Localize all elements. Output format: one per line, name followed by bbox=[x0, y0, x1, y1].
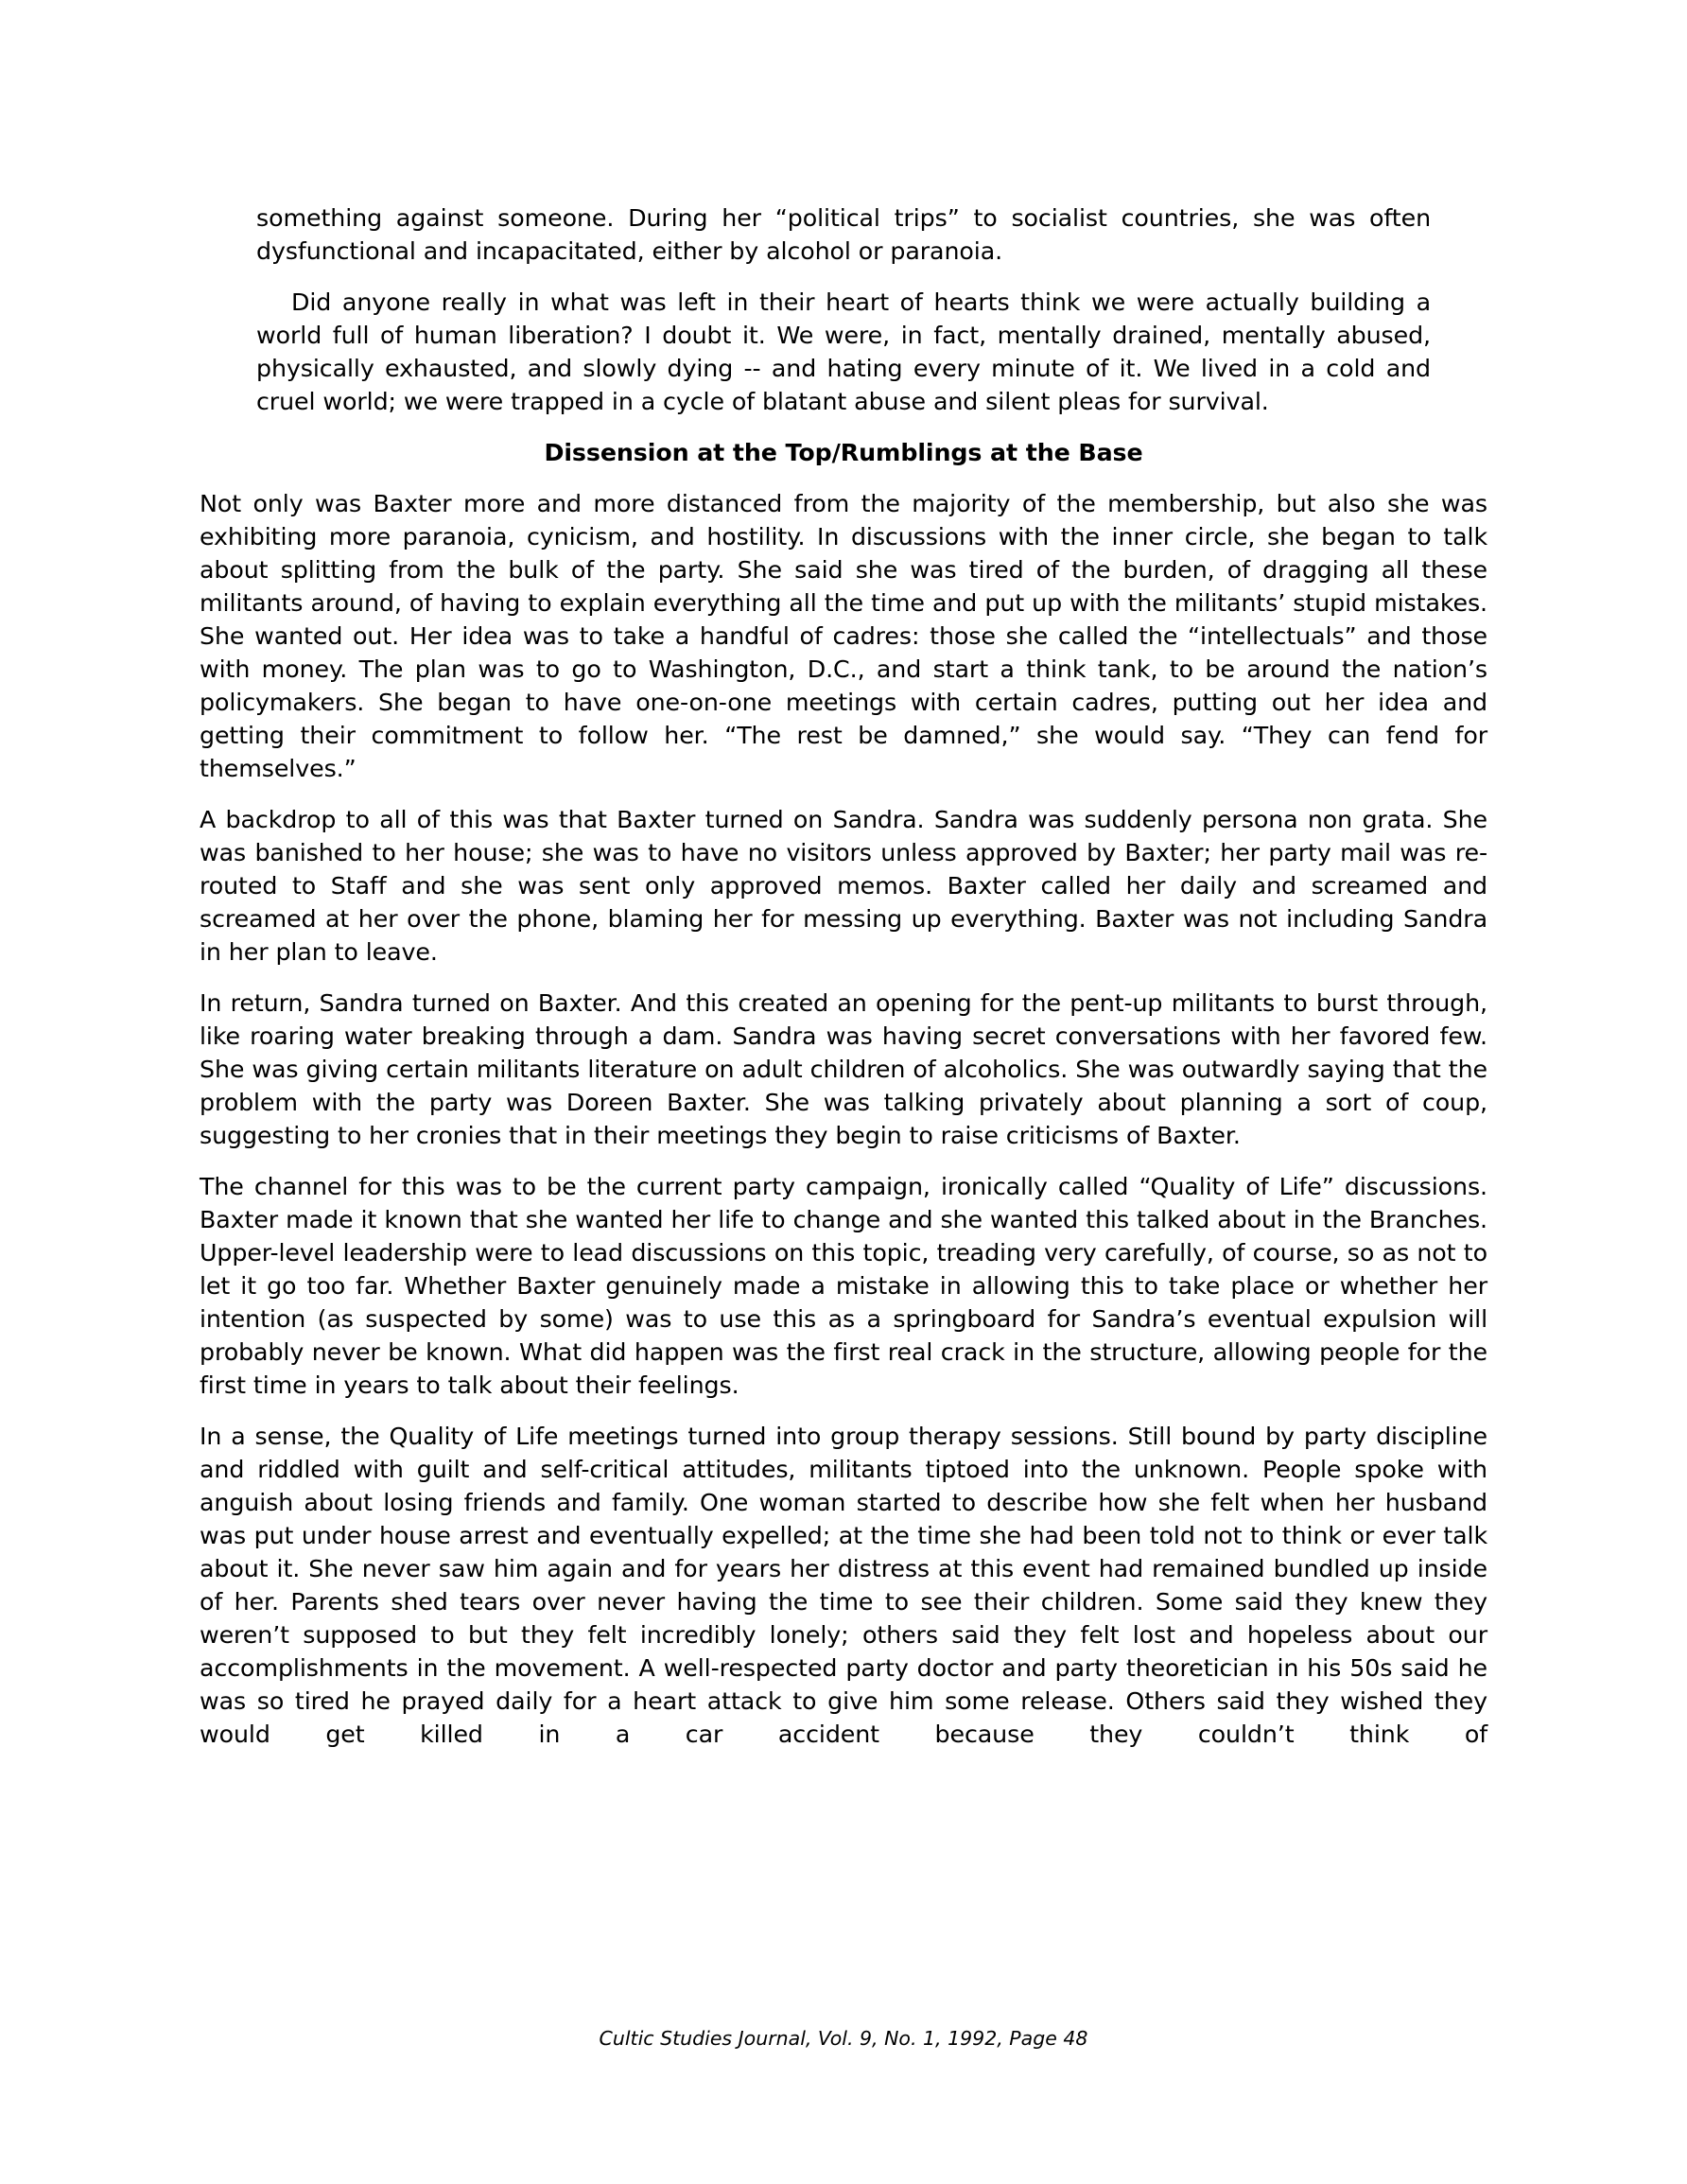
body-paragraph: In return, Sandra turned on Baxter. And this created an opening for the pent-up militants to burst through, like roaring water breaking through a dam. Sandra was having secret conversations with her favored few. She was giving certain militants literature on adult children of alcoholics. She was outwardly saying that the problem with the party was Doreen Baxter. She was talking privately about planning a sort of coup, suggesting to her cronies that in their meetings they begin to raise criticisms of Baxter. bbox=[200, 989, 1487, 1149]
article-body bbox=[200, 201, 1487, 1751]
body-paragraph: A backdrop to all of this was that Baxter turned on Sandra. Sandra was suddenly persona non grata. She was banished to her house; she was to have no visitors unless approved by Baxter; her party mail was re-routed to Staff and she was sent only approved memos. Baxter called her daily and screamed and screamed at her over the phone, blaming her for messing up everything. Baxter was not including Sandra in her plan to leave. bbox=[200, 806, 1487, 966]
body-paragraph-continued: In a sense, the Quality of Life meetings turned into group therapy sessions. Still bound by party discipline and riddled with guilt and self-critical attitudes, militants tiptoed into the unknown. People spoke with anguish about losing friends and family. One woman started to describe how she felt when her husband was put under house arrest and eventually expelled; at the time she had been told not to think or ever talk about it. She never saw him again and for years her distress at this event had remained bundled up inside of her. Parents shed tears over never having the time to see their children. Some said they knew they weren’t supposed to but they felt incredibly lonely; others said they felt lost and hopeless about our accomplishments in the movement. A well-respected party doctor and party theoretician in his 50s said he was so tired he prayed daily for a heart attack to give him some release. Others said they wished they would get killed in a car accident because they couldn’t think of bbox=[200, 1423, 1487, 1748]
page-footer-citation: Cultic Studies Journal, Vol. 9, No. 1, 1992, Page 48 bbox=[599, 2027, 1088, 2050]
body-paragraph: Not only was Baxter more and more distanced from the majority of the membership, but also she was exhibiting more paranoia, cynicism, and hostility. In discussions with the inner circle, she began to talk about splitting from the bulk of the party. She said she was tired of the burden, of dragging all these militants around, of having to explain everything all the time and put up with the militants’ stupid mistakes. She wanted out. Her idea was to take a handful of cadres: those she called the “intellectuals” and those with money. The plan was to go to Washington, D.C., and start a think tank, to be around the nation’s policymakers. She began to have one-on-one meetings with certain cadres, putting out her idea and getting their commitment to follow her. “The rest be damned,” she would say. “They can fend for themselves.” bbox=[200, 490, 1487, 782]
block-quote-paragraph: something against someone. During her “political trips” to socialist countries, she was often dysfunctional and incapacitated, either by alcohol or paranoia. bbox=[256, 204, 1431, 265]
section-heading: Dissension at the Top/Rumblings at the Base bbox=[544, 439, 1143, 466]
body-paragraph: The channel for this was to be the current party campaign, ironically called “Quality of Life” discussions. Baxter made it known that she wanted her life to change and she wanted this talked about in the Branches. Upper-level leadership were to lead discussions on this topic, treading very carefully, of course, so as not to let it go too far. Whether Baxter genuinely made a mistake in allowing this to take place or whether her intention (as suspected by some) was to use this as a springboard for Sandra’s eventual expulsion will probably never be known. What did happen was the first real crack in the structure, allowing people for the first time in years to talk about their feelings. bbox=[200, 1173, 1487, 1399]
block-quote-paragraph: Did anyone really in what was left in their heart of hearts think we were actually building a world full of human liberation? I doubt it. We were, in fact, mentally drained, mentally abused, physically exhausted, and slowly dying -- and hating every minute of it. We lived in a cold and cruel world; we were trapped in a cycle of blatant abuse and silent pleas for survival. bbox=[256, 288, 1431, 415]
